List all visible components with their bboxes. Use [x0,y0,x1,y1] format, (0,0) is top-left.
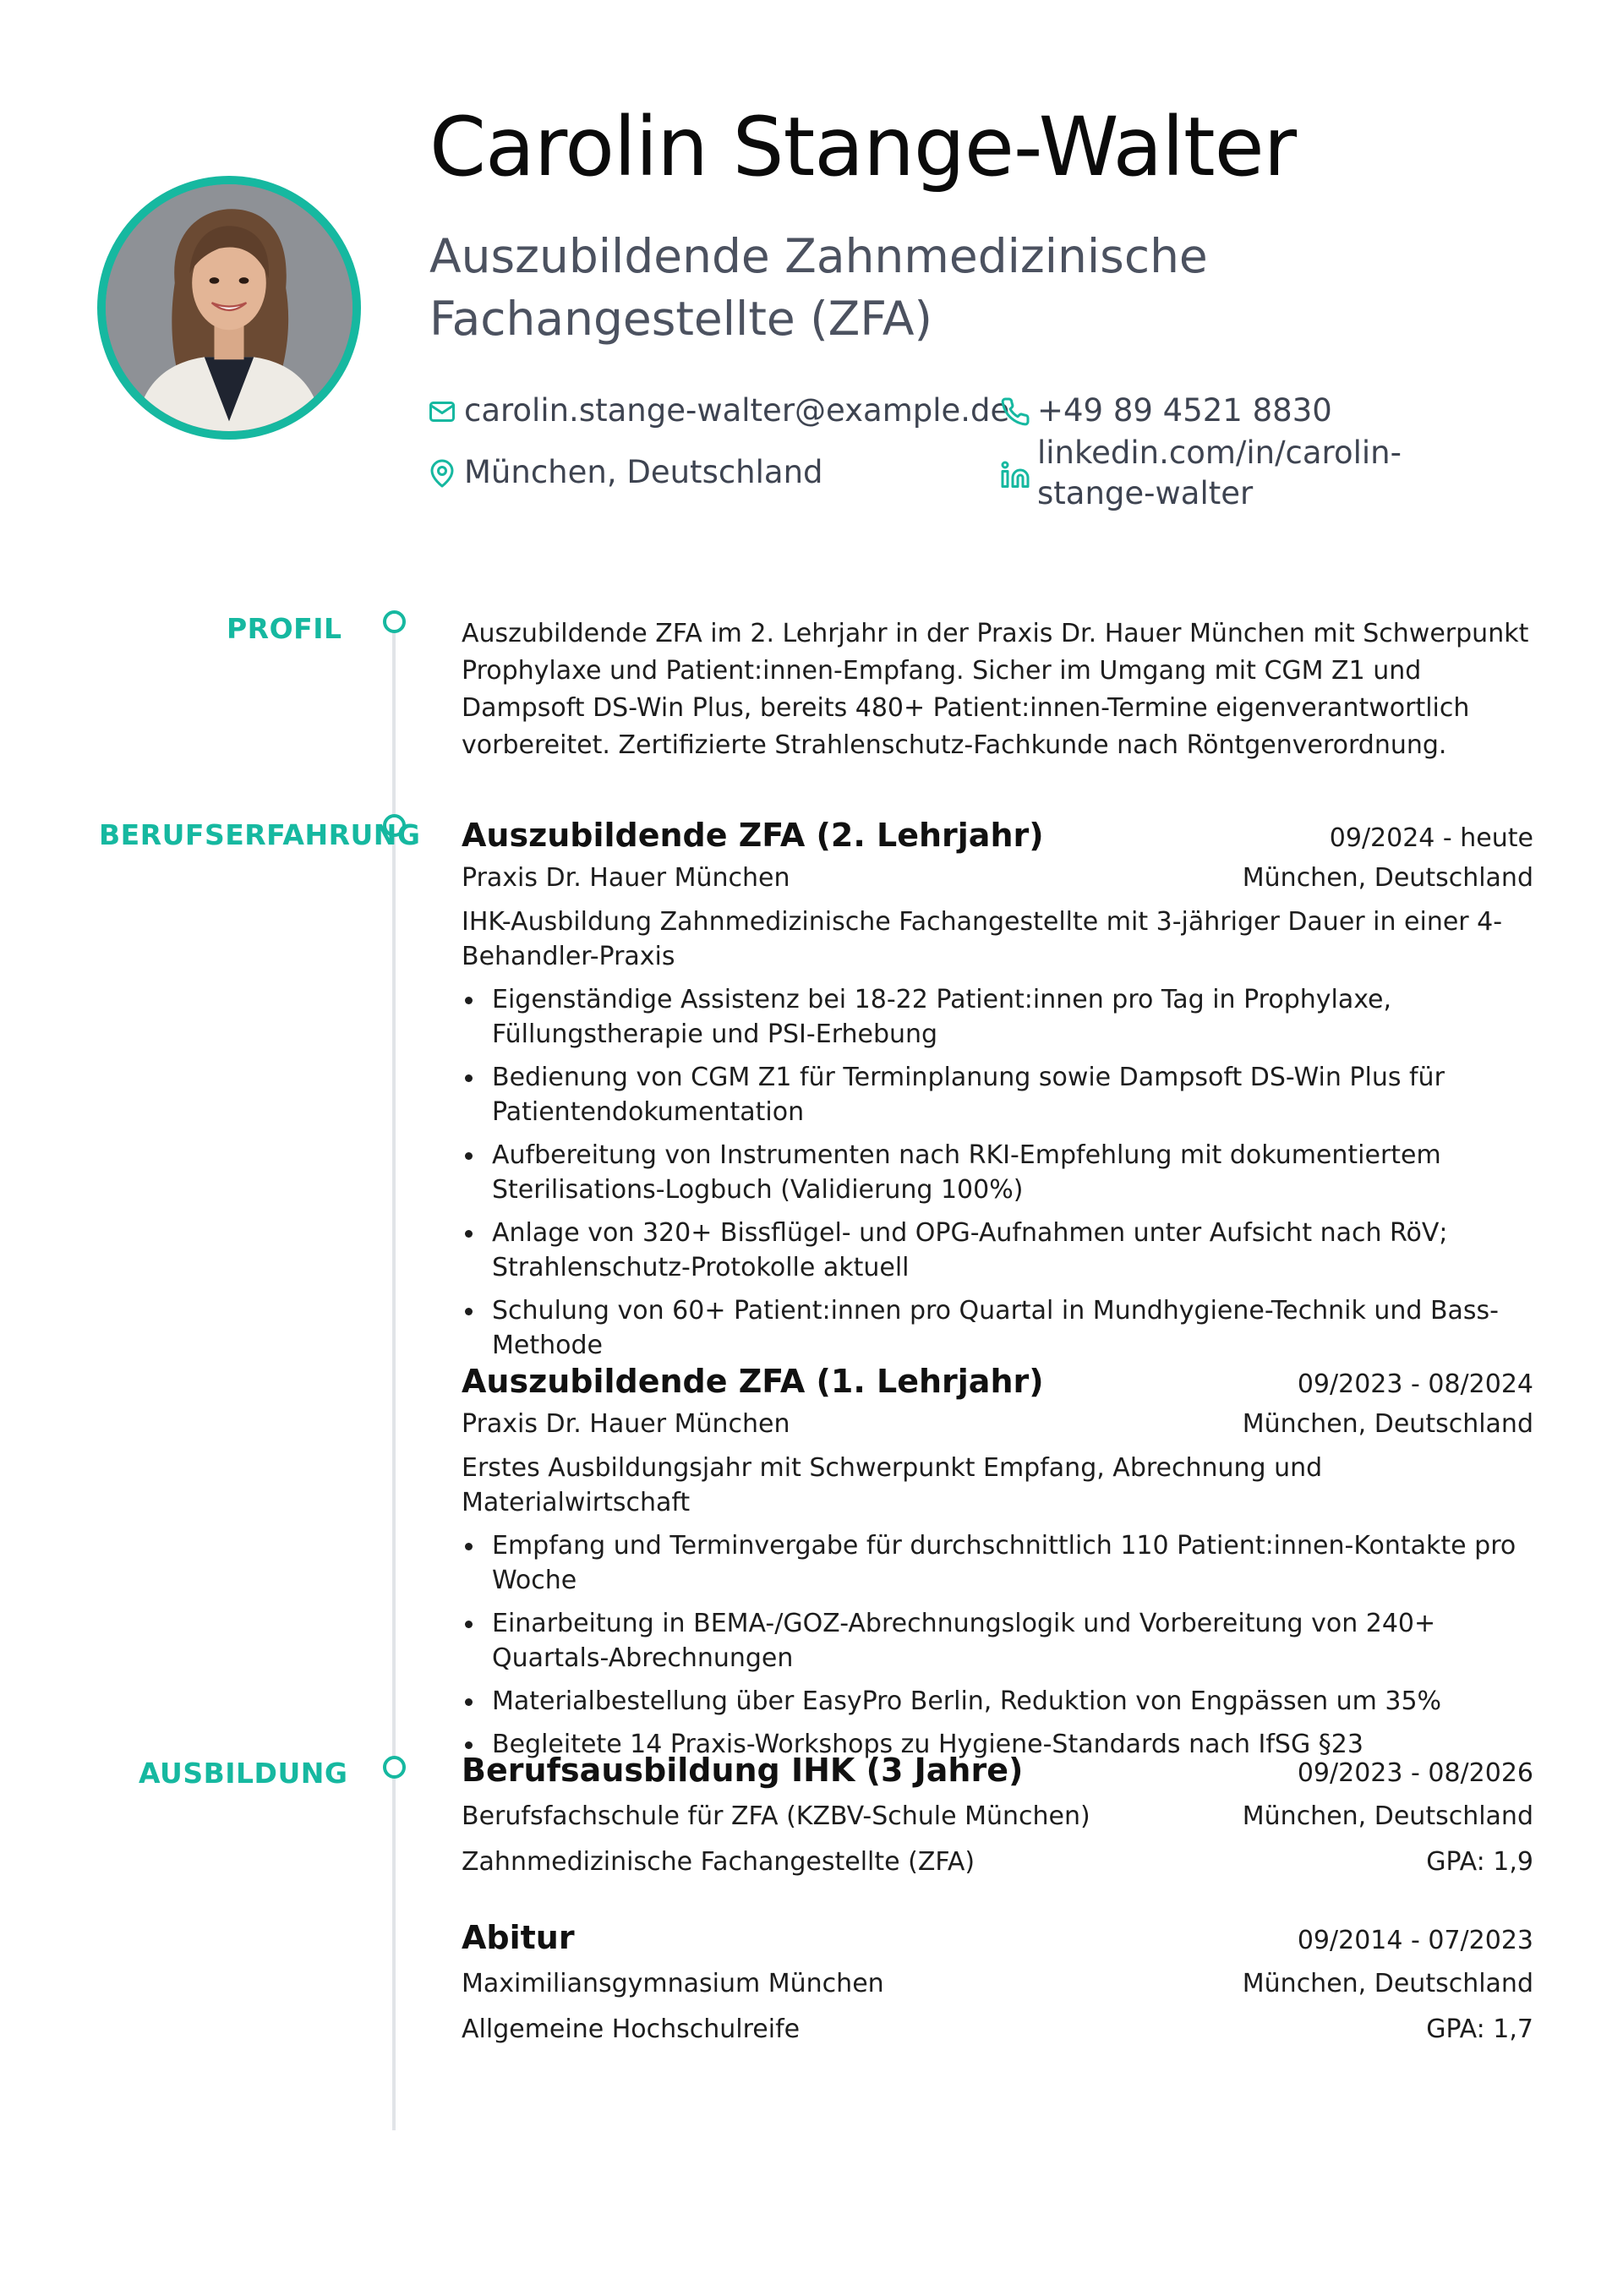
section-label-experience: BERUFSERFAHRUNG [99,818,421,851]
timeline-dot-profile [383,610,406,633]
contact-phone[interactable] [1000,391,1332,431]
experience-description: IHK-Ausbildung Zahnmedizinische Fachangestellte mit 3-jähriger Dauer in einer 4-Behandler-Praxis [462,907,1503,971]
phone-icon [1000,396,1030,427]
list-item: Bedienung von CGM Z1 für Terminplanung sowie Dampsoft DS-Win Plus für Patientendokumentation [462,1060,1533,1129]
experience-date: 09/2024 - heute [1329,823,1533,853]
education-location: München, Deutschland [1242,1969,1533,1998]
section-label-education: AUSBILDUNG [139,1757,348,1790]
experience-bullets [462,1528,1533,1762]
experience-title: Auszubildende ZFA (1. Lehrjahr) [462,1363,1044,1400]
list-item: Eigenständige Assistenz bei 18-22 Patient:innen pro Tag in Prophylaxe, Füllungstherapie und PSI-Erhebung [462,982,1533,1052]
mail-icon [427,396,457,427]
education-school: Berufsfachschule für ZFA (KZBV-Schule München) [462,1801,1090,1831]
location-pin-icon [427,458,457,489]
experience-location: München, Deutschland [1242,1409,1533,1439]
linkedin-icon [1000,460,1030,490]
list-item: Materialbestellung über EasyPro Berlin, Reduktion von Engpässen um 35% [462,1684,1533,1719]
education-title: Abitur [462,1919,575,1956]
education-location: München, Deutschland [1242,1801,1533,1831]
experience-entry [462,1363,1533,1762]
location-text: München, Deutschland [464,454,823,490]
list-item: Einarbeitung in BEMA-/GOZ-Abrechnungslogik und Vorbereitung von 240+ Quartals-Abrechnungen [462,1606,1533,1676]
education-title: Berufsausbildung IHK (3 Jahre) [462,1752,1024,1789]
profile-photo [97,176,361,440]
education-date: 09/2014 - 07/2023 [1297,1926,1533,1955]
job-title: Auszubildende Zahnmedizinische Fachangestellte (ZFA) [429,229,1208,346]
experience-location: München, Deutschland [1242,863,1533,893]
experience-company: Praxis Dr. Hauer München [462,863,790,893]
experience-entry [462,817,1533,1363]
list-item: Anlage von 320+ Bissflügel- und OPG-Aufnahmen unter Aufsicht nach RöV; Strahlenschutz-Protokolle aktuell [462,1216,1533,1285]
timeline-line [392,627,396,2130]
experience-company: Praxis Dr. Hauer München [462,1409,790,1439]
education-school: Maximiliansgymnasium München [462,1969,884,1998]
portrait-image [106,184,352,431]
list-item: Schulung von 60+ Patient:innen pro Quartal in Mundhygiene-Technik und Bass-Methode [462,1293,1533,1363]
profile-summary: Auszubildende ZFA im 2. Lehrjahr in der Praxis Dr. Hauer München mit Schwerpunkt Prophylaxe und Patient:innen-Empfang. Sicher im Umgang mit CGM Z1 und Dampsoft DS-Win Plus, bereits 480+ Patient:innen-Termine eigenverantwortlich vorbereitet. Zertifizierte Strahlenschutz-Fachkunde nach Röntgenverordnung. [462,619,1529,760]
contact-location [427,452,823,493]
timeline-dot-education [383,1756,406,1779]
education-date: 09/2023 - 08/2026 [1297,1758,1533,1788]
experience-title: Auszubildende ZFA (2. Lehrjahr) [462,817,1044,854]
list-item: Begleitete 14 Praxis-Workshops zu Hygiene-Standards nach IfSG §23 [462,1727,1533,1762]
email-text[interactable]: carolin.stange-walter@example.de [464,392,1010,429]
experience-date: 09/2023 - 08/2024 [1297,1369,1533,1399]
list-item: Empfang und Terminvergabe für durchschnittlich 110 Patient:innen-Kontakte pro Woche [462,1528,1533,1598]
education-entry [462,1919,1533,2047]
linkedin-text[interactable]: linkedin.com/in/carolin-stange-walter [1037,435,1402,511]
candidate-name: Carolin Stange-Walter [429,100,1297,194]
avatar [106,184,352,431]
experience-bullets [462,982,1533,1363]
phone-text[interactable]: +49 89 4521 8830 [1037,392,1332,429]
education-gpa: GPA: 1,7 [1426,2014,1533,2044]
education-gpa: GPA: 1,9 [1426,1847,1533,1877]
education-degree: Allgemeine Hochschulreife [462,2014,801,2044]
contact-email[interactable] [427,391,1009,431]
list-item: Aufbereitung von Instrumenten nach RKI-Empfehlung mit dokumentiertem Sterilisations-Logbuch (Validierung 100%) [462,1138,1533,1207]
section-label-profile: PROFIL [227,612,342,645]
education-degree: Zahnmedizinische Fachangestellte (ZFA) [462,1847,975,1877]
experience-description: Erstes Ausbildungsjahr mit Schwerpunkt Empfang, Abrechnung und Materialwirtschaft [462,1453,1323,1517]
education-entry [462,1752,1533,1880]
contact-linkedin[interactable] [1000,433,1499,514]
